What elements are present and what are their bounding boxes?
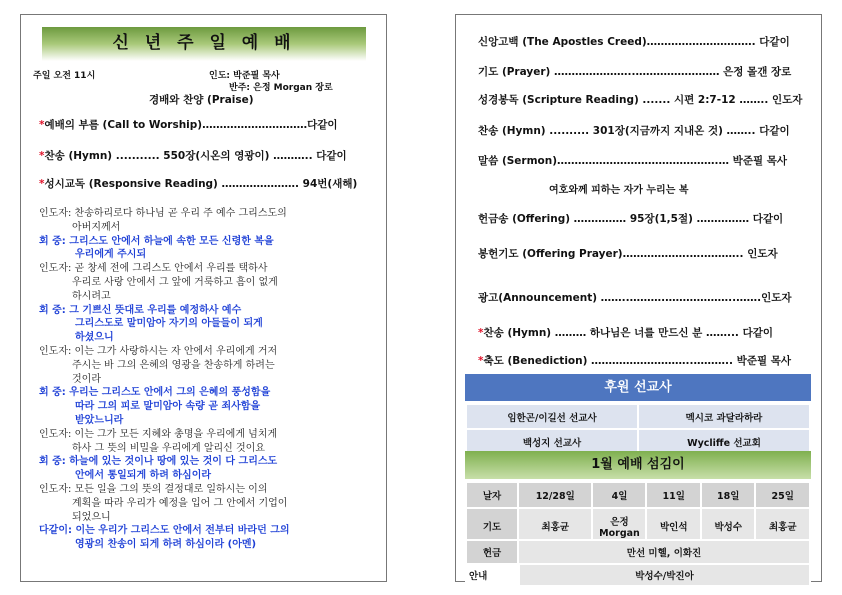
table-cell: 4일 xyxy=(592,482,646,508)
table-cell: 최홍균 xyxy=(755,508,810,544)
missionary-section-title: 후원 선교사 xyxy=(465,374,811,401)
table-cell: 18일 xyxy=(701,482,756,508)
order-item-responsive-reading xyxy=(39,176,357,191)
reading-congregation: 회 중: 하늘에 있는 것이나 땅에 있는 것이 다 그리스도 안에서 통일되게 하려 하심이라 xyxy=(39,456,278,482)
standing-marker: * xyxy=(39,178,45,190)
left-page xyxy=(20,14,387,582)
reading-congregation: 회 중: 그 기쁘신 뜻대로 우리를 예정하사 예수 그리스도로 말미암아 자기의 아들들이 되게 하셨으니 xyxy=(39,304,263,344)
right-page xyxy=(455,14,822,582)
order-item-offering-song: 헌금송 (Offering) …………… 95장(1,5절) …………… 다같이 xyxy=(478,213,784,225)
table-cell: 날자 xyxy=(466,482,518,508)
missionary-location: Wycliffe 선교회 xyxy=(638,429,810,454)
schedule-header-row xyxy=(466,482,810,508)
table-cell: 박성수/박진아 xyxy=(519,564,810,586)
order-item-call-to-worship xyxy=(39,117,338,132)
standing-marker: * xyxy=(39,119,45,131)
reading-leader: 인도자: 이는 그가 모든 지혜와 총명을 우리에게 넘치게 하사 그 뜻의 비밀을 우리에게 알리신 것이요 xyxy=(39,428,278,454)
table-row xyxy=(466,540,810,564)
volunteer-schedule-table xyxy=(465,481,811,545)
sermon-title: 여호와께 피하는 자가 누리는 복 xyxy=(549,185,689,196)
reading-leader: 인도자: 찬송하리로다 하나님 곧 우리 주 예수 그리스도의 아버지께서 xyxy=(39,208,287,233)
reading-congregation: 회 중: 그리스도 안에서 하늘에 속한 모든 신령한 복을 우리에게 주시되 xyxy=(39,235,274,261)
order-item-scripture: 성경봉독 (Scripture Reading) ....... 시편 2:7-12 …….. 인도자 xyxy=(478,94,803,106)
missionary-name: 백성지 선교사 xyxy=(466,429,638,454)
missionary-name: 임한곤/이길선 선교사 xyxy=(466,404,638,429)
order-item-hymn xyxy=(39,148,347,163)
order-item-offering-prayer: 봉헌기도 (Offering Prayer)……………….….……….. 인도자 xyxy=(478,248,778,260)
table-cell: 12/28일 xyxy=(518,482,592,508)
table-cell: 기도 xyxy=(466,508,518,544)
order-item-prayer: 기도 (Prayer) …………………..…………………… 은정 몰갠 장로 xyxy=(478,66,792,78)
service-time: 주일 오전 11시 xyxy=(33,71,96,81)
order-item-text: 찬송 (Hymn) ……… 하나님은 너를 만드신 분 ……... 다같이 xyxy=(483,327,774,339)
standing-marker: * xyxy=(39,150,45,162)
usher-row-table xyxy=(465,563,811,587)
pianist-name: 반주: 은정 Morgan 장로 xyxy=(229,83,333,93)
order-item-text: 찬송 (Hymn) ........... 550장(시온의 영광이) ……….. 다같이 xyxy=(44,150,347,162)
reading-all-together: 다같이: 이는 우리가 그리스도 안에서 전부터 바라던 그의 영광의 찬송이 되게 하려 하심이라 (아멘) xyxy=(39,525,290,551)
table-cell: 25일 xyxy=(755,482,810,508)
standing-marker: * xyxy=(478,355,484,367)
order-item-text: 성시교독 (Responsive Reading) …………………. 94번(새해) xyxy=(44,178,358,190)
reading-leader: 인도자: 곧 창세 전에 그리스도 안에서 우리를 택하사 우리로 사랑 안에서 그 앞에 거룩하고 흠이 없게 하시려고 xyxy=(39,263,278,302)
order-item-benediction xyxy=(478,353,791,368)
service-volunteers-title: 1월 예배 섬김이 xyxy=(465,451,811,479)
table-cell: 박인석 xyxy=(646,508,701,544)
table-cell: 은정 Morgan xyxy=(592,508,646,544)
section-praise-title: 경배와 찬양 (Praise) xyxy=(149,94,254,106)
standing-marker: * xyxy=(478,327,484,339)
service-title-banner: 신 년 주 일 예 배 xyxy=(42,27,366,61)
table-row xyxy=(466,564,810,586)
order-item-creed: 신앙고백 (The Apostles Creed)…………………………. 다같이 xyxy=(478,36,790,48)
offering-row-table xyxy=(465,539,811,565)
missionary-table xyxy=(465,403,811,455)
order-item-text: 예배의 부름 (Call to Worship)…………………………다같이 xyxy=(44,119,338,131)
table-cell: 만선 미헬, 이화진 xyxy=(518,540,810,564)
table-row xyxy=(466,404,810,429)
order-item-sermon: 말씀 (Sermon)……………………………………….… 박준필 목사 xyxy=(478,155,788,167)
table-cell: 박성수 xyxy=(701,508,756,544)
reading-leader: 인도자: 이는 그가 사랑하시는 자 안에서 우리에게 거저 주시는 바 그의 은혜의 영광을 찬송하게 하려는 것이라 xyxy=(39,345,278,385)
table-cell: 최홍균 xyxy=(518,508,592,544)
table-cell: 헌금 xyxy=(466,540,518,564)
table-cell: 11일 xyxy=(646,482,701,508)
leader-name: 인도: 박준필 목사 xyxy=(209,71,280,81)
reading-congregation: 회 중: 우리는 그리스도 안에서 그의 은혜의 풍성함을 따라 그의 피로 말미암아 속량 곧 죄사함을 받았느니라 xyxy=(39,387,271,426)
missionary-location: 멕시코 과달라하라 xyxy=(638,404,810,429)
order-item-hymn-2: 찬송 (Hymn) .......... 301장(지금까지 지내온 것) …….. 다같이 xyxy=(478,125,790,137)
responsive-reading-text xyxy=(39,207,384,552)
order-item-text: 축도 (Benediction) ………………………..……….. 박준필 목사 xyxy=(483,355,792,367)
order-item-announcement: 광고(Announcement) ……..……….………………..…….인도자 xyxy=(478,292,792,304)
order-item-closing-hymn xyxy=(478,325,773,340)
reading-leader: 인도자: 모든 일을 그의 뜻의 결정대로 일하시는 이의 계획을 따라 우리가 예정을 입어 그 안에서 기업이 되었으니 xyxy=(39,483,288,523)
table-cell: 안내 xyxy=(466,564,519,586)
